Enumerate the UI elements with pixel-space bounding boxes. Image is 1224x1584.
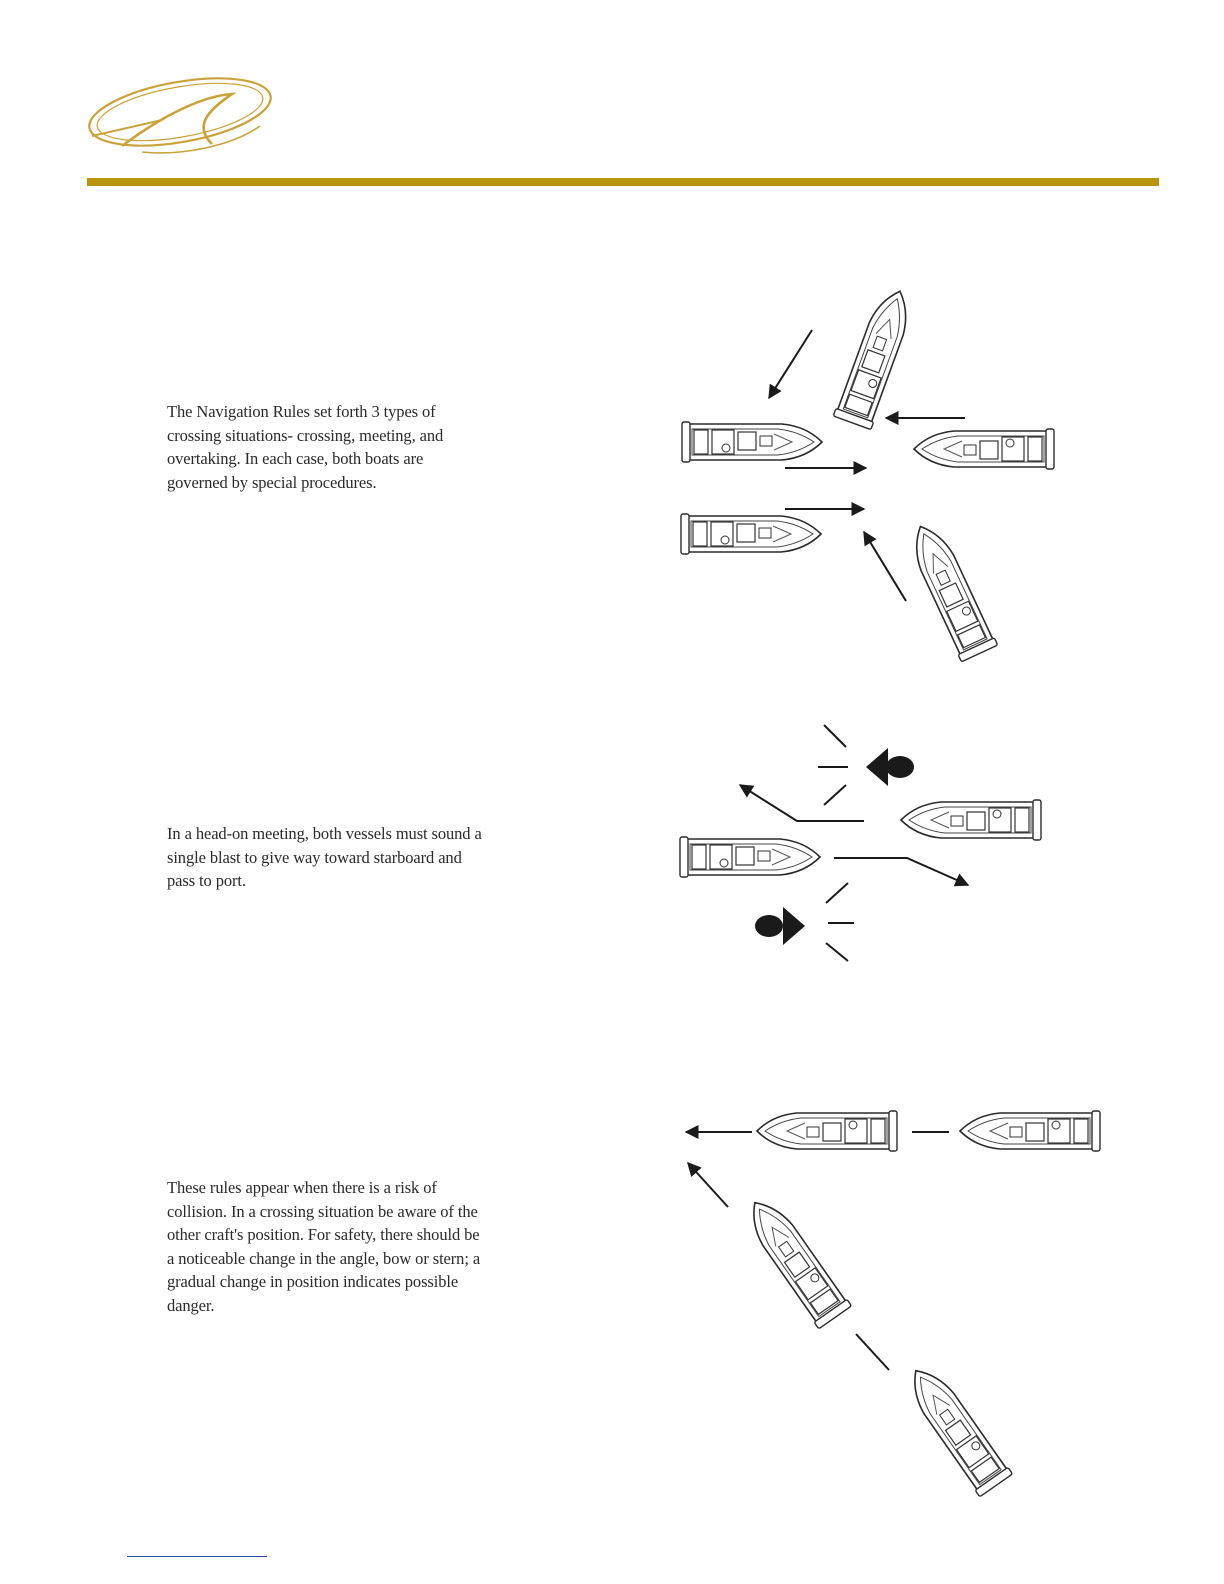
crossing-paragraph: The Navigation Rules set forth 3 types of crossing situations- crossing, meeting, and overtaking. In each case, both boats are governed by special procedures.	[167, 402, 444, 492]
head-on-paragraph: In a head-on meeting, both vessels must sound a single blast to give way toward starboard and pass to port.	[167, 824, 482, 890]
head-on-meeting-diagram-icon	[680, 725, 1041, 961]
footer-link-underline	[127, 1556, 267, 1557]
crossing-diagram-icon	[681, 284, 1054, 662]
overtaking-diagram-icon	[686, 1111, 1100, 1497]
overtaking-paragraph: These rules appear when there is a risk of collision. In a crossing situation be aware of the other craft's position. For safety, there should be a noticeable change in the angle, bow or stern; a gradual change in position indicates possible danger.	[167, 1178, 481, 1315]
